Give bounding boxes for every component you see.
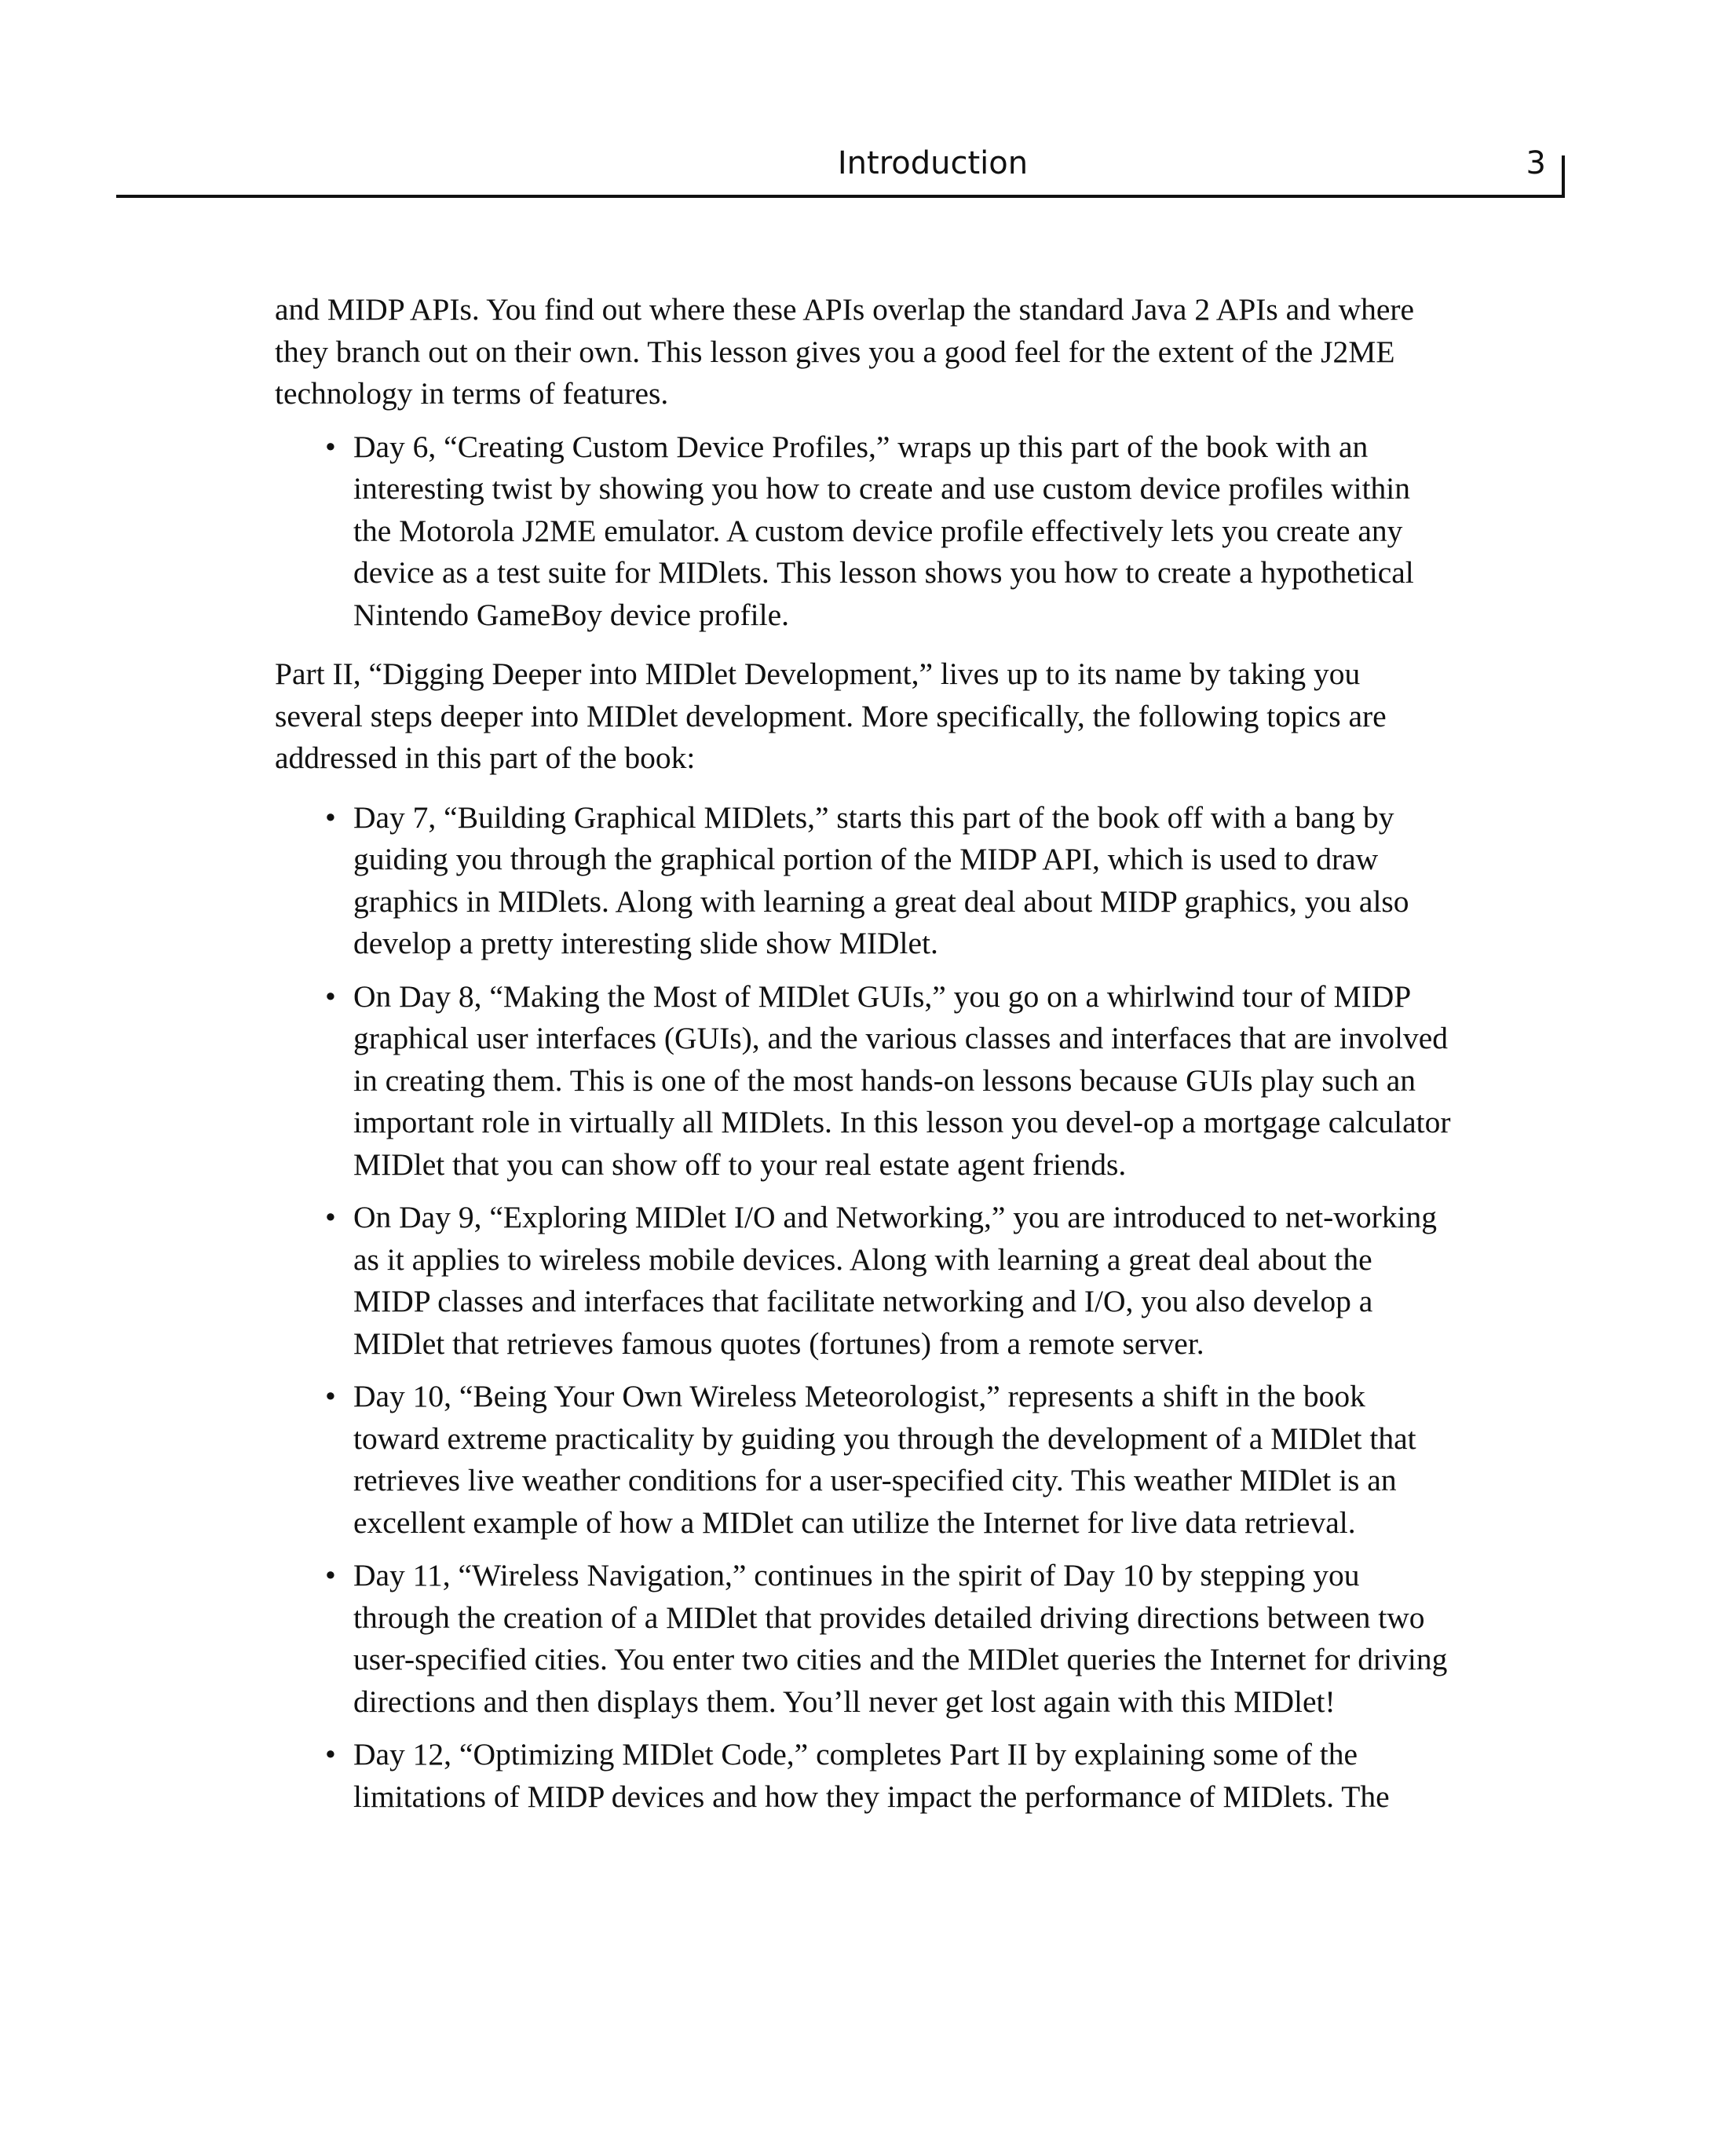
list-item-text: Day 7, “Building Graphical MIDlets,” starts this part of the book off with a bang by guiding you through the graphical portion of the MIDP API, which is used to draw graphics in MIDlets. Along with learning a great deal about MIDP graphics, you also develop a pretty interesting slide show MIDlet. (353, 799, 1409, 960)
list-item-text: Day 12, “Optimizing MIDlet Code,” completes Part II by explaining some of the limitations of MIDP devices and how they impact the performance of MIDlets. The (353, 1737, 1390, 1814)
list-item (275, 1376, 1453, 1544)
running-header (116, 141, 1565, 198)
list-item-text: On Day 9, “Exploring MIDlet I/O and Networking,” you are introduced to net-working as it applies to wireless mobile devices. Along with learning a great deal about the MIDP classes and interfaces that facilitate networking and I/O, you also develop a MIDlet that retrieves famous quotes (fortunes) from a remote server. (353, 1200, 1437, 1361)
list-item-text: Day 10, “Being Your Own Wireless Meteorologist,” represents a shift in the book toward extreme practicality by guiding you through the development of a MIDlet that retrieves live weather conditions for a user-specified city. This weather MIDlet is an excellent example of how a MIDlet can utilize the Internet for live data retrieval. (353, 1379, 1416, 1540)
bullet-marker: • (325, 1737, 336, 1772)
continued-bullet-text: and MIDP APIs. You find out where these APIs overlap the standard Java 2 APIs and where they branch out on their own. This lesson gives you a good feel for the extent of the J2ME technology in terms of features. (275, 292, 1415, 411)
header-rule-tick (1562, 155, 1565, 198)
running-header-title: Introduction (837, 145, 1029, 181)
bullet-marker: • (325, 978, 336, 1014)
bullet-marker: • (325, 1558, 336, 1592)
list-item (275, 1734, 1453, 1818)
bullet-marker: • (325, 429, 336, 464)
header-rule (116, 195, 1565, 198)
list-item (275, 1197, 1453, 1365)
page-number: 3 (1526, 145, 1546, 181)
list-item-text: Day 11, “Wireless Navigation,” continues in the spirit of Day 10 by stepping you through the creation of a MIDlet that provides detailed driving directions between two user-specified cities. You enter two cities and the MIDlet queries the Internet for driving directions and then displays them. You’ll never get lost again with this MIDlet! (353, 1558, 1448, 1719)
bullet-marker: • (325, 1379, 336, 1413)
list-item (275, 426, 1453, 637)
bullet-marker: • (325, 799, 336, 835)
list-item-text: Day 6, “Creating Custom Device Profiles,” wraps up this part of the book with an interesting twist by showing you how to create and use custom device profiles within the Motorola J2ME emulator. A custom device profile effectively lets you create any device as a test suite for MIDlets. This lesson shows you how to create a hypothetical Nintendo GameBoy device profile. (353, 429, 1414, 632)
bullet-marker: • (325, 1200, 336, 1234)
body-paragraph: Part II, “Digging Deeper into MIDlet Development,” lives up to its name by taking you several steps deeper into MIDlet development. More specifically, the following topics are addressed in this part of the book: (275, 656, 1387, 775)
list-item (275, 976, 1453, 1187)
page-body (275, 289, 1453, 1829)
list-item-text: On Day 8, “Making the Most of MIDlet GUIs,” you go on a whirlwind tour of MIDP graphical user interfaces (GUIs), and the various classes and interfaces that are involved in creating them. This is one of the most hands-on lessons because GUIs play such an important role in virtually all MIDlets. In this lesson you devel-op a mortgage calculator MIDlet that you can show off to your real estate agent friends. (353, 978, 1451, 1182)
bullet-list-part1 (275, 426, 1453, 637)
bullet-list-part2 (275, 797, 1453, 1819)
list-item (275, 1555, 1453, 1723)
list-item (275, 797, 1453, 965)
